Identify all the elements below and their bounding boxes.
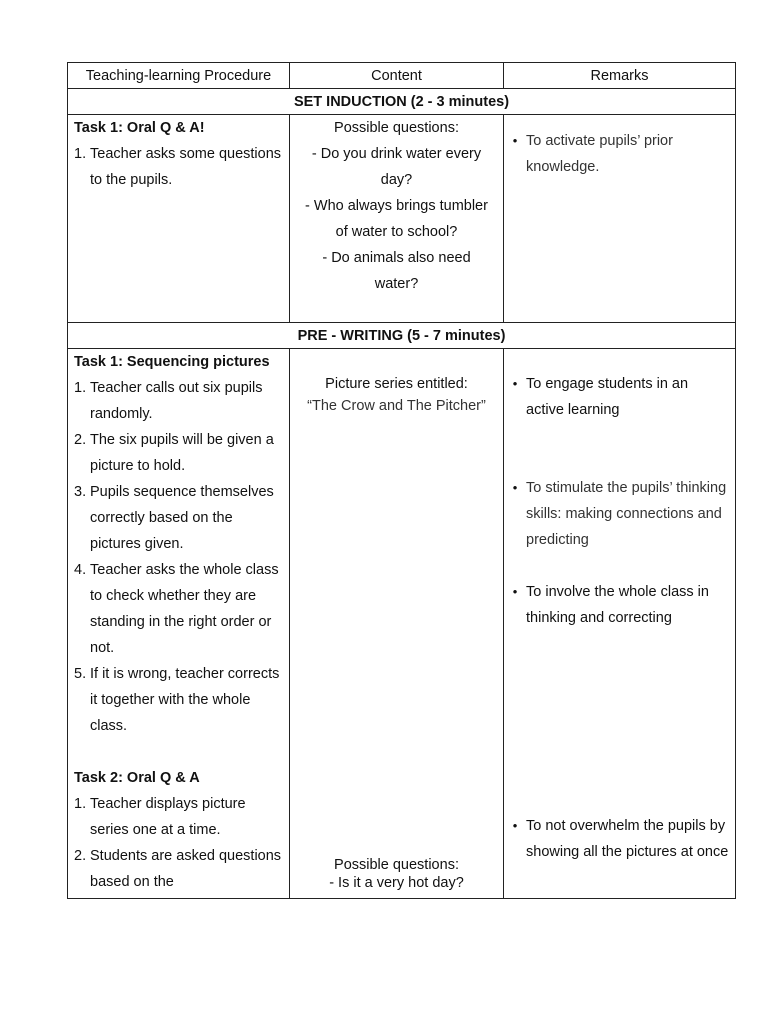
- content-line: Possible questions:: [334, 857, 459, 873]
- step-text: If it is wrong, teacher corrects it together with the whole class.: [90, 666, 280, 734]
- list-item: [74, 661, 283, 739]
- step-text: Teacher displays picture series one at a time.: [90, 796, 246, 838]
- step-number: 1.: [74, 146, 87, 162]
- list-item: [74, 427, 283, 479]
- remark-text: To stimulate the pupils’ thinking skills: making connections and predicting: [526, 480, 727, 548]
- list-item: [74, 375, 283, 427]
- list-item: [74, 479, 283, 557]
- remarks-cell: [504, 115, 736, 323]
- section-row-pre-writing: [68, 323, 736, 349]
- section-title-set-induction: SET INDUCTION (2 - 3 minutes): [68, 89, 736, 115]
- table-row: [68, 349, 736, 899]
- remark-text: To activate pupils’ prior knowledge.: [526, 133, 673, 175]
- step-text: Pupils sequence themselves correctly based on the pictures given.: [90, 484, 274, 552]
- header-remarks: Remarks: [504, 63, 736, 89]
- bullet-icon: •: [512, 480, 518, 495]
- list-item: [74, 557, 283, 661]
- section-title-pre-writing: PRE - WRITING (5 - 7 minutes): [68, 323, 736, 349]
- task-title: Task 1: Sequencing pictures: [74, 354, 270, 370]
- remark-text: To not overwhelm the pupils by showing all the pictures at once: [526, 818, 729, 860]
- list-item: [74, 843, 283, 895]
- section-row-set-induction: [68, 89, 736, 115]
- content-line: day?: [380, 172, 413, 188]
- content-cell: [290, 349, 504, 899]
- list-item: [74, 141, 283, 193]
- table-header-row: [68, 63, 736, 89]
- content-line: - Is it a very hot day?: [329, 875, 464, 891]
- bullet-icon: •: [512, 584, 518, 599]
- bullet-icon: •: [512, 376, 518, 391]
- task-title: Task 2: Oral Q & A: [74, 770, 200, 786]
- content-line: - Who always brings tumbler: [305, 198, 488, 214]
- step-text: The six pupils will be given a picture to hold.: [90, 432, 274, 474]
- step-text: Teacher asks the whole class to check whether they are standing in the right order or not.: [90, 562, 279, 656]
- procedure-cell: [68, 349, 290, 899]
- step-number: 5.: [74, 666, 87, 682]
- remark-item: [510, 813, 729, 865]
- step-number: 2.: [74, 848, 87, 864]
- step-number: 2.: [74, 432, 87, 448]
- step-number: 3.: [74, 484, 87, 500]
- content-line: Picture series entitled:: [325, 376, 468, 392]
- bullet-icon: •: [512, 818, 518, 833]
- header-content: Content: [290, 63, 504, 89]
- step-number: 1.: [74, 380, 87, 396]
- remark-item: [510, 475, 729, 553]
- step-number: 4.: [74, 562, 87, 578]
- content-line: of water to school?: [335, 224, 458, 240]
- remark-text: To engage students in an active learning: [526, 376, 689, 418]
- table-row: [68, 115, 736, 323]
- remark-item: [510, 371, 729, 423]
- step-number: 1.: [74, 796, 87, 812]
- header-procedure: Teaching-learning Procedure: [68, 63, 290, 89]
- content-line: - Do animals also need: [322, 250, 471, 266]
- remarks-cell: [504, 349, 736, 899]
- content-line: - Do you drink water every: [311, 146, 482, 162]
- content-cell: [290, 115, 504, 323]
- content-line: water?: [374, 276, 419, 292]
- step-text: Teacher calls out six pupils randomly.: [90, 380, 263, 422]
- bullet-icon: •: [512, 133, 518, 148]
- content-line: “The Crow and The Pitcher”: [307, 398, 486, 414]
- remark-item: [510, 579, 729, 631]
- content-line: Possible questions:: [334, 120, 459, 136]
- remark-item: [510, 128, 729, 180]
- list-item: [74, 791, 283, 843]
- procedure-cell: [68, 115, 290, 323]
- step-text: Students are asked questions based on the: [90, 848, 282, 890]
- remark-text: To involve the whole class in thinking and correcting: [526, 584, 709, 626]
- step-text: Teacher asks some questions to the pupils.: [90, 146, 282, 188]
- task-title: Task 1: Oral Q & A!: [74, 120, 205, 136]
- lesson-plan-table: [67, 62, 736, 899]
